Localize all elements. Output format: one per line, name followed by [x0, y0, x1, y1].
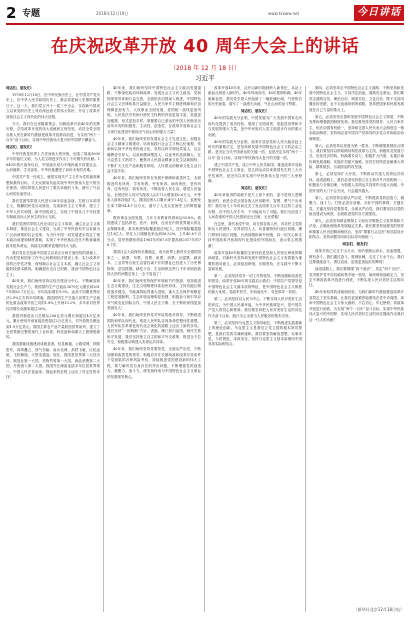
article-paragraph: 我国社会大局保持长期稳定，成为世界上最有安全感的国家之一。粮票、布票、肉票、鱼票、油票、豆腐票、副食本、工业券等百姓生活曾经离不开的票证已经进入了历史博物馆，忍饥挨饿、缺吃少穿、生活困顿这些几千年来困扰我国人民的问题总体上一去不复返了！: [107, 250, 201, 276]
article-paragraph: 中国共产党一经成立，就把实现共产主义作为党的最高理想和最终目标，义无反顾肩负起实现中华民族伟大复兴的历史使命，团结带领人民进行了艰苦卓绝的斗争，谱写了气吞山河的壮丽史诗。: [6, 175, 100, 196]
article-paragraph: 改革开放已走过千山万水，但仍需跋山涉水，征途漫漫，惟有奋斗。我们通过奋斗，披荆斩棘，走过了万水千山。我们还要继续奋斗，勇往直前，创造更加灿烂的辉煌！: [309, 249, 404, 265]
article-paragraph: 1978年12月18日，在中华民族历史上，在中国共产党历史上，在中华人民共和国历史上，都必将是载入史册的重要日子。这一天，我们党召开十一届三中全会，实现新中国成立以来党的历史上具有深远意义的伟大转折，开启了改革开放和社会主义现代化的伟大征程。: [6, 92, 100, 119]
article-paragraph: 40年来，我们始终坚持发展社会主义先进文化，加强社会主义精神文明建设，培育和践行社会主义核心价值观，传承和弘扬中华优秀传统文化，坚持以科学理论武装人，以正确舆论引导人，以高尚精神塑造人，以优秀作品鼓舞人，在马克思主义指导下，聚焦对人民群众精神文化生活新期待，不断扩大文化产品和服务供给，人民群众的精神文化生活日益丰富多彩。: [107, 136, 201, 174]
column-divider: [103, 86, 104, 612]
article-paragraph: 今天，我们在这里隆重集会，回顾改革开放40年的光辉历程，总结改革开放的伟大成就和宝贵经验，动员全党全国各族人民在新时代继续把改革开放推向前进，为实现“两个一百年”奋斗目标、实现中华民族伟大复兴的中国梦不懈奋斗。: [6, 121, 100, 143]
article-paragraph: 第五，必须坚持完善和发展中国特色社会主义制度，不断发挥和增强我国制度优势。我们要坚持党的领导、人民当家作主、依法治国有机统一，坚持和完善人民代表大会制度这一根本政治制度，坚持和完善中国共产党领导的多党合作和政治协商制度。: [309, 114, 404, 141]
website-url[interactable]: www.txxww.net: [268, 11, 300, 16]
article-paragraph: 我国基础设施建设成就显著，信息畅通，公路成网，铁路密布，高坝矗立，西气东输，南水北调，高铁飞驰，巨轮远航，飞机翱翔，天堑变通途。现在，我国是世界第二大经济体、制造业第一大国、货物贸易第一大国、商品消费第二大国、外资流入第二大国，我国外汇储备连续多年位居世界第一，中国人民在富起来、强起来的征程上迈出了决定性的步伐！: [6, 342, 100, 380]
article-paragraph: 40年来，我们始终坚持党对军队的绝对领导，不断推进国防和军队现代化，推进人民军队实现革命性整体性重塑，人民军队在革命化现代化正规化的道路上迈出了新的步伐。我们坚持“一国两制”方针，香港、澳门回归祖国，两岸关系和平发展，我们坚持独立自主的和平外交政策，推进全方位外交，积极推动构建人类命运共同体。: [107, 313, 201, 345]
article-paragraph: 40年的实践充分证明，中国发展为广大发展中国家走向现代化提供了成功经验、展现了光明前景，是促进世界和平与发展的强大力量，是中华民族对人类文明进步作出的重大贡献。: [208, 116, 302, 137]
text-column-4: [309, 86, 404, 612]
column-divider: [204, 86, 205, 612]
article-dateline: （2018 年 12 月 18 日）: [169, 65, 241, 72]
article-paragraph: 第六，必须坚持以发展为第一要务，不断增强我国综合国力。我们要坚持以供给侧结构性改革为主线，积极转变发展方式、优化经济结构、转换增长动力，积极扩大内需，实施区域协调发展战略，实施乡村振兴战略，坚决打好防范化解重大风险、精准脱贫、污染防治的攻坚战。: [309, 143, 404, 170]
article-paragraph: 在这里，我代表党中央，向全国各族人民，向各民主党派和各人民团体、各界爱国人士，向香港特别行政区同胞、澳门特别行政区同胞、台湾同胞和海外侨胞，向一切关心和支持中国改革开放和现代化建设的外国朋友，表示衷心的感谢！: [208, 221, 302, 248]
issue-date: 2018年12月19日: [96, 11, 129, 16]
article-paragraph: 40年来，我们始终坚持在发展中保障和改善民生，全面推进幼有所育、学有所教、劳有所得、病有所医、老有所养、住有所居、弱有所扶，不断改善人民生活、增进人民福祉。全国居民人均可支配收入由171元增加到2.6万元，中等收入群体持续扩大。我国贫困人口累计减少7.4亿人，贫困发生率下降94.4个百分点，谱写了人类反贫困史上的辉煌篇章。: [107, 176, 201, 213]
article-paragraph: 第四，必须坚持走中国特色社会主义道路，不断坚持和发展中国特色社会主义。方向决定前途，道路决定命运。我们要坚定道路自信、理论自信、制度自信、文化自信，既不走封闭僵化的老路，也不走改旗易帜的邪路，坚持把国家和民族发展放在自己力量的基点上。: [309, 86, 404, 112]
article-paragraph: 40年的实践充分证明，改革开放是党和人民大踏步赶上时代的重要法宝，是坚持和发展中国特色社会主义的必由之路，是决定当代中国命运的关键一招，也是决定实现“两个一百年”奋斗目标、实现中华民族伟大复兴的关键一招。: [208, 139, 302, 160]
article-paragraph: 我们党团结带领人民进行28年浴血奋战，打败日本帝国主义，推翻国民党反动统治，完成新民主主义革命，建立了中华人民共和国。新中国的成立，实现了中国从几千年封建专制政治向人民民主的伟大飞跃。: [6, 198, 100, 219]
article-paragraph: 教育事业全面发展，九年义务教育巩固率达93.8%。我国建成了包括养老、医疗、低保、住房在内的世界最大的社会保障体系，基本养老保险覆盖超过9亿人，医疗保险覆盖超过13亿人。常住人口城镇化率达到58.52%，上升40.6个百分点。居民预期寿命由1981年的67.8岁提高到2017年的76.7岁。: [107, 215, 201, 248]
page-number: 2: [6, 4, 17, 22]
article-paragraph: 改革开放40年来，从开启新时期到跨入新世纪，从站上新起点到进入新时代，40年风雨同舟，40年披荆斩棘，40年砥砺奋进，我们党引领人民绘就了一幅波澜壮阔、气势恢宏的历史画卷，谱写了一曲感天动地、气壮山河的奋斗赞歌。: [208, 86, 302, 107]
article-paragraph: 40年来，我们始终坚持以经济建设为中心，不断解放和发展社会生产力，我国国内生产总值由3679亿元增长到2017年的82.7万亿元，年均实际增长9.5%，远高于同期世界经济2.9%左右的年均增速。我国国内生产总值占世界生产总值的比重由改革开放之初的1.8%上升到15.2%，多年来对世界经济增长贡献率超过30%。: [6, 279, 100, 311]
article-paragraph: 40年来取得的成就和经验，为我们新时代继续推进改革开放奠定了坚实基础。让我们更加紧密地团结在党中央周围，高举中国特色社会主义伟大旗帜，不忘初心，牢记使命，将改革开放进行到底，为实现“两个一百年”奋斗目标、实现中华民族伟大复兴的中国梦、实现人民对美好生活的向往继续作出我们这一代人的贡献！: [309, 290, 404, 322]
column-divider: [305, 86, 306, 612]
text-column-3: [208, 86, 302, 612]
newspaper-logo: 今日讲话: [354, 5, 404, 21]
article-subheading: 同志们、朋友们！: [241, 186, 269, 191]
article-paragraph: 前进道路上，我们要增强“四个意识”，坚定“四个自信”，坚决维护党中央权威和集中统一领导，始终保持战略定力，坚定不移将改革开放进行到底，不断实现人民对美好生活的向往。: [309, 267, 404, 288]
article-body: [6, 86, 404, 612]
section-name: 专题: [22, 9, 41, 19]
article-paragraph: 我们党在总结新中国成立以来正反两方面经验的基础上，作出把党和国家工作中心转移到经济建设上来、实行改革开放的历史性决策，深刻揭示社会主义本质，确立社会主义初级阶段基本路线，明确提出走自己的路、建设中国特色社会主义。: [6, 250, 100, 277]
article-subheading: 同志们、朋友们！: [241, 109, 269, 114]
article-paragraph: 中华民族是世界上古老而伟大的民族，创造了绵延5000多年的灿烂文明，为人类文明进步作出了不可磨灭的贡献。1840年鸦片战争以后，中国逐步成为半殖民地半封建社会，山河破碎，生灵涂炭，中华民族遭受了前所未有的苦难。: [6, 151, 100, 173]
article-title: 在庆祝改革开放 40 周年大会上的讲话: [50, 37, 360, 57]
page-header: [6, 5, 404, 25]
article-source: （新华社北京12月18日电）: [353, 607, 404, 612]
article-paragraph: 改革开放40年积累的宝贵经验是党和人民弥足珍贵的精神财富，对新时代坚持和发展中国特色社会主义有着极为重要的指导意义，必须倍加珍惜、长期坚持，在实践中不断丰富和发展。: [208, 250, 302, 272]
text-column-1: [6, 86, 100, 612]
article-subheading: 同志们、朋友们！: [6, 145, 34, 150]
article-subheading: 同志们，朋友们：: [6, 86, 34, 90]
article-paragraph: 第三，必须坚持马克思主义指导地位，不断推进实践基础上的理论创新。马克思主义是我们立党立国的根本指导思想，是我们党的灵魂和旗帜。我们要坚持解放思想、实事求是、与时俱进、求真务实，坚持马克思主义基本原理同中国具体实际相结合。: [208, 320, 302, 347]
article-paragraph: 第七，必须坚持扩大开放，不断推动共建人类命运共同体。前进道路上，我们必须坚持独立自主和对外开放相统一，积极参与全球治理，为构建人类命运共同体作出更大贡献。中国开放的大门不会关闭，只会越开越大。: [309, 172, 404, 193]
article-paragraph: 我国货物进出口总额从206亿美元增长到超过4万亿美元，累计使用外商直接投资超过2万亿美元，对外投资总额达到1.9万亿美元。我国主要农产品产量跃居世界前列，建立了全世界最完整的现代工业体系，科技创新和重大工程捷报频传。: [6, 313, 100, 340]
article-author: 习近平: [195, 74, 215, 82]
article-subheading: 同志们、朋友们！: [342, 242, 371, 247]
article-paragraph: 建立中国共产党、成立中华人民共和国、推进改革开放和中国特色社会主义事业，是五四运动以来我国发生的三大历史性事件，是近代以来实现中华民族伟大复兴的三大里程碑。: [208, 162, 302, 184]
article-paragraph: 第九，必须坚持辩证唯物主义和历史唯物主义世界观和方法论，正确处理改革发展稳定关系。我们要坚持加强党的领导和尊重人民首创精神相结合，坚持“摸着石头过河”和顶层设计相结合，坚持问题导向和目标导向相统一。: [309, 218, 404, 240]
article-paragraph: 40年来取得的成就不是天上掉下来的，更不是别人恩赐施舍的，而是全党全国各族人民用勤劳、智慧、勇气干出来的！我们用几十年时间走完了发达国家几百年走过的工业化历程。在中国人民手中，不可能成为了可能。我们为创造了人间奇迹的中国人民感到无比自豪、无比骄傲！: [208, 193, 302, 219]
article-paragraph: 我们党团结带领人民完成社会主义革命，确立社会主义基本制度，推进社会主义建设，完成了中华民族有史以来最为广泛而深刻的社会变革，为当代中国一切发展进步奠定了根本政治前提和制度基础，实现了中华民族由近代不断衰落到根本扭转命运、持续走向繁荣富强的伟大飞跃。: [6, 221, 100, 248]
article-paragraph: 40年来，我们始终坚持党要管党、全面从严治党，不断加强和改善党的领导，积极应对在长期执政和改革开放条件下党面临的各种风险考验，持续推进党的建设新的伟大工程，着力解决党自身存在的突出问题，不断增强党的创造力、凝聚力、战斗力，使党始终成为中国特色社会主义事业的坚强领导核心。: [107, 347, 201, 379]
article-paragraph: 第八，必须坚持全面从严治党，不断提高党的创造力、凝聚力、战斗力。打铁必须自身硬。办好中国的事情，关键在党，关键在坚持党要管党、全面从严治党。我们要坚持以党的政治建设为统领，全面推进党的各方面建设。: [309, 195, 404, 216]
text-column-2: [107, 86, 201, 612]
article-paragraph: 40年来，我们始终坚持中国特色社会主义政治发展道路，不断深化政治体制改革，发展社会主义民主政治，党和国家领导体制日益完善，全面依法治国深入推进，中国特色社会主义法律体系日益健全，人民当家作主制度保障和法治保障更加有力，人权事业全面发展，爱国统一战线更加巩固，人民依法享有和行使民主权利的内容更加丰富、渠道更加便捷、形式更加多样，掌握着自己命运的中国人民焕发出前所未有的积极性、主动性、创造性，在改革开放和社会主义现代化建设中展现出气吞山河的强大力量！: [107, 86, 201, 134]
article-paragraph: 第二，必须坚持以人民为中心，不断实现人民对美好生活的向往。为中国人民谋幸福，为中华民族谋复兴，是中国共产党人的初心和使命。我们要坚持把人民对美好生活的向往作为奋斗目标，践行全心全意为人民服务的根本宗旨。: [208, 297, 302, 318]
article-paragraph: 40年来，我们始终坚持保护环境和节约资源，坚持推进生态文明建设，生态文明制度体系加快形成，主体功能区制度逐步健全，节能减排取得重大进展，重大生态保护和修复工程进展顺利，生态环境治理明显加强，积极参与和引导应对气候变化国际合作，中国人民生于斯、长于斯的家园更加美丽宜人！: [107, 278, 201, 311]
article-paragraph: 第一，必须坚持党对一切工作的领导，不断加强和改善党的领导。改革开放40年的实践启示我们：中国共产党领导是中国特色社会主义最本质的特征，是中国特色社会主义制度的最大优势。党政军民学，东西南北中，党是领导一切的。: [208, 274, 302, 295]
